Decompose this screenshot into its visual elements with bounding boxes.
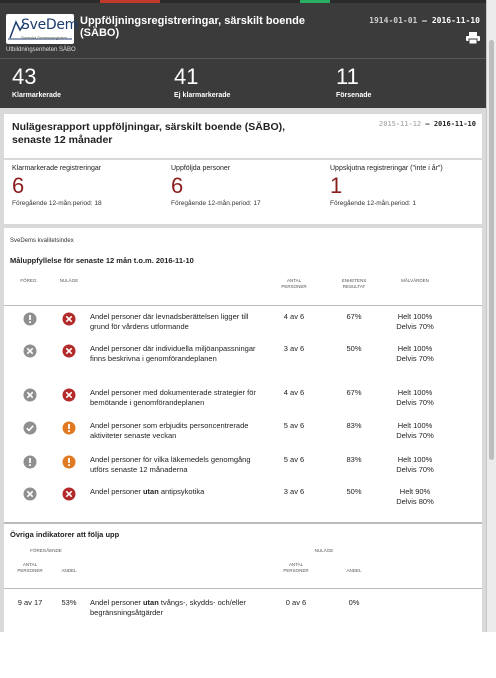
target-partial: Delvis 70% xyxy=(396,354,434,363)
report-date-range xyxy=(379,120,476,128)
target-full: Helt 100% xyxy=(397,455,433,464)
report-title: Nulägesrapport uppföljningar, särskilt boende (SÄBO), senaste 12 månader xyxy=(12,121,286,146)
target-full: Helt 90% xyxy=(399,487,431,496)
indicator-text xyxy=(90,388,266,408)
header-date-range[interactable] xyxy=(369,16,480,25)
logo-subtext: Svenska Demensregistret xyxy=(21,35,67,40)
col-header-count: ANTAL PERSONER xyxy=(281,278,307,289)
col-group-previous: FÖREGÅENDE xyxy=(30,548,62,553)
x-circle-icon xyxy=(62,388,76,402)
svedem-logo[interactable] xyxy=(6,14,79,44)
indicator-text-part: Andel personer för vilka läkemedels genomgång utförs senaste 12 månaderna xyxy=(90,455,251,474)
indicator-text xyxy=(90,344,266,364)
indicator-text-part: tvångs-, skydds- och/eller begränsningsåtgärder xyxy=(90,598,246,617)
count-klarmarkerade-registreringar xyxy=(12,165,102,207)
target-cell xyxy=(385,344,445,364)
hairline-accent xyxy=(100,0,160,3)
target-partial: Delvis 70% xyxy=(396,465,434,474)
target-cell xyxy=(385,421,445,441)
target-partial: Delvis 70% xyxy=(396,398,434,407)
target-partial: Delvis 70% xyxy=(396,431,434,440)
target-partial: Delvis 70% xyxy=(396,322,434,331)
count-value: 6 xyxy=(171,173,184,198)
count-uppskjutna-registreringar xyxy=(330,165,443,207)
x-circle-grey-icon xyxy=(23,344,37,358)
indicator-text xyxy=(90,312,266,332)
report-header-card xyxy=(4,114,482,158)
counts-card xyxy=(4,160,482,224)
exclamation-circle-icon xyxy=(23,312,37,326)
target-cell xyxy=(385,455,445,475)
stat-label: Försenade xyxy=(336,92,372,99)
count-label: Uppföljda personer xyxy=(171,165,231,172)
exclamation-circle-icon xyxy=(23,455,37,469)
target-full: Helt 100% xyxy=(397,421,433,430)
target-full: Helt 100% xyxy=(397,312,433,321)
x-circle-icon xyxy=(62,344,76,358)
indicator-text xyxy=(90,455,266,475)
col-header-prev-count: ANTAL PERSONER xyxy=(17,562,43,573)
count-previous: Föregående 12-mån.period: 1 xyxy=(330,200,417,207)
target-cell xyxy=(385,388,445,408)
indicator-text-part: Andel personer xyxy=(90,487,143,496)
hairline-accent xyxy=(300,0,330,3)
indicator-text-part: Andel personer där levnadsberättelsen ligger till grund för vårdens utformande xyxy=(90,312,249,331)
vertical-scrollbar[interactable] xyxy=(486,0,496,632)
count-cell: 4 av 6 xyxy=(283,312,305,321)
table-row[interactable] xyxy=(4,312,482,342)
other-indicators-card xyxy=(4,524,482,632)
count-label: Uppskjutna registreringar ("inte i år") xyxy=(330,165,443,172)
date-from: 1914-01-01 xyxy=(369,16,418,25)
stat-ej-klarmarkerade[interactable] xyxy=(174,65,230,99)
x-circle-icon xyxy=(62,487,76,501)
count-label: Klarmarkerade registreringar xyxy=(12,165,102,172)
stat-value: 43 xyxy=(12,64,37,89)
result-cell: 50% xyxy=(346,487,362,496)
col-header-result: ENHETENS RESULTAT xyxy=(341,278,367,289)
stat-value: 11 xyxy=(336,64,359,89)
result-cell: 83% xyxy=(346,421,362,430)
page-title: Uppföljningsregistreringar, särskilt boende (SÄBO) xyxy=(80,15,305,39)
exclamation-circle-icon xyxy=(62,421,76,435)
col-header-prev-share: ANDEL xyxy=(61,568,77,573)
indicator-text xyxy=(90,487,266,497)
stat-forsenade[interactable] xyxy=(336,65,371,99)
target-partial: Delvis 80% xyxy=(396,497,434,506)
now-share-cell: 0% xyxy=(348,598,360,607)
status-summary-bar xyxy=(0,58,486,108)
check-circle-icon xyxy=(23,421,37,435)
prev-share-cell: 53% xyxy=(61,598,77,607)
indicator-text-part: Andel personer där individuella miljöanpassningar finns beskrivna i genomförandeplanen xyxy=(90,344,256,363)
table-divider xyxy=(4,305,482,306)
table-row[interactable] xyxy=(4,421,482,451)
count-previous: Föregående 12-mån.period: 17 xyxy=(171,200,261,207)
target-full: Helt 100% xyxy=(397,344,433,353)
table-row[interactable] xyxy=(4,388,482,418)
result-cell: 67% xyxy=(346,388,362,397)
col-header-target: MÅLVÄRDEN xyxy=(401,278,429,283)
now-count-cell: 0 av 6 xyxy=(285,598,307,607)
indicator-text-emphasis: utan xyxy=(142,487,159,496)
indicator-text-emphasis: utan xyxy=(142,598,159,607)
indicator-text-part: Andel personer som erbjudits personcentrerade aktiviteter senaste veckan xyxy=(90,421,249,440)
scrollbar-thumb[interactable] xyxy=(489,40,494,460)
table-row[interactable] xyxy=(4,455,482,485)
count-cell: 4 av 6 xyxy=(283,388,305,397)
other-title: Övriga indikatorer att följa upp xyxy=(10,530,120,539)
result-cell: 83% xyxy=(346,455,362,464)
count-cell: 5 av 6 xyxy=(283,455,305,464)
date-separator: — xyxy=(422,16,427,25)
count-cell: 3 av 6 xyxy=(283,344,305,353)
target-full: Helt 100% xyxy=(397,388,433,397)
print-icon[interactable] xyxy=(466,32,480,44)
count-uppfoljda-personer xyxy=(171,165,261,207)
col-header-now-count: ANTAL PERSONER xyxy=(283,562,309,573)
target-cell xyxy=(385,487,445,507)
top-hairline xyxy=(0,0,486,3)
quality-index-card xyxy=(4,228,482,524)
indicator-text xyxy=(90,421,266,441)
col-header-now: NULÄGE xyxy=(59,278,79,283)
stat-klarmarkerade[interactable] xyxy=(12,65,61,99)
report-date-to: 2016-11-10 xyxy=(433,120,476,128)
count-cell: 3 av 6 xyxy=(283,487,305,496)
table-divider xyxy=(4,588,482,589)
col-group-now: NULÄGE xyxy=(314,548,334,553)
indicator-text-part: antipsykotika xyxy=(158,487,205,496)
count-cell: 5 av 6 xyxy=(283,421,305,430)
x-circle-icon xyxy=(62,312,76,326)
top-header xyxy=(0,0,486,58)
target-cell xyxy=(385,312,445,332)
col-header-prev: FÖREG. xyxy=(20,278,38,283)
date-separator: — xyxy=(425,120,430,128)
unit-name: Utbildningsenheten SÄBO xyxy=(6,47,76,53)
count-value: 1 xyxy=(330,173,343,198)
indicator-text xyxy=(90,598,280,618)
x-circle-grey-icon xyxy=(23,388,37,402)
col-header-now-share: ANDEL xyxy=(346,568,362,573)
section-label: SveDems kvalitetsindex xyxy=(10,238,74,244)
count-value: 6 xyxy=(12,173,25,198)
x-circle-grey-icon xyxy=(23,487,37,501)
table-row[interactable] xyxy=(4,487,482,517)
date-to: 2016-11-10 xyxy=(431,16,480,25)
logo-text: SveDem xyxy=(21,17,79,33)
table-row[interactable] xyxy=(4,344,482,374)
stat-label: Ej klarmarkerade xyxy=(174,92,231,99)
result-cell: 67% xyxy=(346,312,362,321)
quality-title: Måluppfyllelse för senaste 12 mån t.o.m. 2016-11-10 xyxy=(10,256,194,265)
indicator-text-part: Andel personer xyxy=(90,598,143,607)
stat-label: Klarmarkerade xyxy=(12,92,62,99)
indicator-text-part: Andel personer med dokumenterade strategier för bemötande i genomförandeplanen xyxy=(90,388,256,407)
report-date-from: 2015-11-12 xyxy=(379,120,422,128)
prev-count-cell: 9 av 17 xyxy=(17,598,43,607)
result-cell: 50% xyxy=(346,344,362,353)
exclamation-circle-icon xyxy=(62,455,76,469)
count-previous: Föregående 12-mån.period: 18 xyxy=(12,200,102,207)
stat-value: 41 xyxy=(174,64,199,89)
